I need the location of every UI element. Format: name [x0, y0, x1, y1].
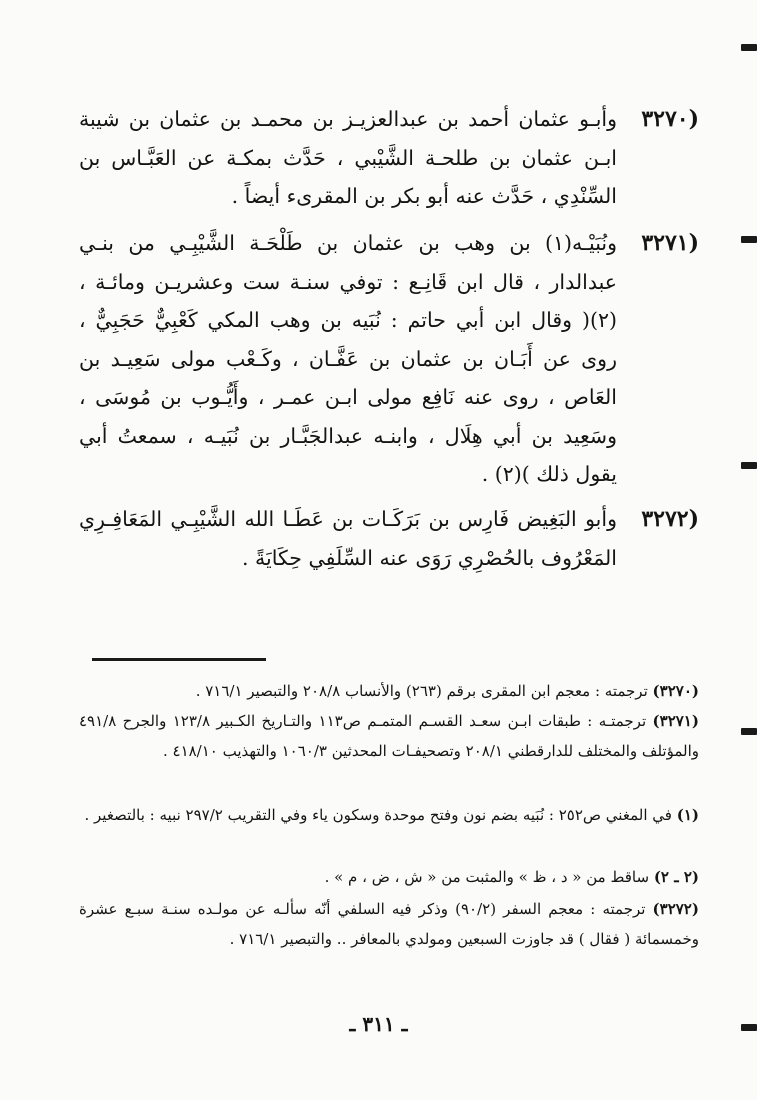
footnote-text: في المغني ص٢٥٢ : نُبَيه بضم نون وفتح موحدة وسكون ياء وفي التقريب ٢٩٧/٢ نبيه : بالتصغير . [84, 806, 672, 824]
footnote-separator [92, 658, 266, 661]
scan-edge-mark [741, 1024, 757, 1031]
entry-text: وأبـو عثمان أحمد بن عبدالعزيـز بن محمـد بن عثمان بن شيبة ابـن عثمان بن طلحـة الشَّيْبي ، حَدَّث بمكـة عن العَبَّـاس بن السِّنْدِي ، حَدَّث عنه أبو بكر بن المقرىء أيضاً . [79, 107, 617, 208]
footnote-text: ترجمتـه : طبقات ابـن سعـد القسـم المتمـم ص١١٣ والتـاريخ الكـبير ١٢٣/٨ والجرح ٤٩١/٨ والمؤتلف والمختلف للدارقطني ٢٠٨/١ وتصحيفـات المحدثين ١٠٦٠/٣ والتهذيب ٤١٨/١٠ . [79, 712, 699, 760]
scan-edge-mark [741, 728, 757, 735]
footnote-number: (١) [676, 806, 699, 824]
scan-edge-mark [741, 236, 757, 243]
footnote-3270 [79, 676, 699, 706]
entry-3271 [79, 224, 699, 494]
entry-text: وأبو البَغِيض فَارِس بن بَرَكَـات بن عَطَـا الله الشَّيْبِـي المَعَافِـرِي المَعْرُوف بالحُصْرِي رَوَى عنه السِّلَفِي حِكَايَةً . [79, 507, 617, 570]
entry-number: (٣٢٧١ [641, 230, 699, 256]
entry-number: (٣٢٧٠ [641, 106, 699, 132]
scan-edge-mark [741, 462, 757, 469]
footnote-number: (٢ ـ ٢) [653, 868, 699, 886]
footnote-number: (٣٢٧١) [652, 712, 699, 730]
footnote-3271 [79, 706, 699, 766]
footnote-number: (٣٢٧٠) [652, 682, 699, 700]
footnote-1 [79, 800, 699, 830]
footnote-text: ترجمته : معجم ابن المقرى برقم (٢٦٣) والأنساب ٢٠٨/٨ والتبصير ٧١٦/١ . [195, 682, 648, 700]
footnote-text: ترجمته : معجم السفر (٩٠/٢) وذكر فيه السلفي أنّه سألـه عن مولـده سنـة سبـع عشرة وخمسمائة ( فقال ) قد جاوزت السبعين ومولدي بالمعافر .. والتبصير ٧١٦/١ . [79, 900, 699, 948]
entry-3272 [79, 500, 699, 577]
entry-text: ونُبَيْـه(١) بن وهب بن عثمان بن طَلْحَـة الشَّيْبِـي من بنـي عبدالدار ، قال ابن قَانِـع : توفي سنـة ست وعشريـن ومائـة ، (٢)( وقال ابن أبي حاتم : نُبَيه بن وهب المكي كَعْبِيٌّ حَجَبِيٌّ ، روى عن أَبَـان بن عثمان بن عَفَّـان ، وكَـعْب مولى سَعِيـد بن العَاص ، روى عنه نَافِع مولى ابـن عمـر ، وأَيُّـوب بن مُوسَى ، وسَعِيد بن أبي هِلَال ، وابنـه عبدالجَبَّـار بن نُبَيـه ، سمعتُ أبي يقول ذلك )(٢) . [79, 231, 617, 486]
footnote-text: ساقط من « د ، ظ » والمثبت من « ش ، ض ، م » . [324, 868, 650, 886]
scan-edge-mark [741, 44, 757, 51]
footnote-3272 [79, 894, 699, 954]
page-number: ـ ٣١١ ـ [349, 1012, 408, 1036]
entry-3270 [79, 100, 699, 216]
footnote-2-2 [79, 862, 699, 892]
entry-number: (٣٢٧٢ [641, 506, 699, 532]
footnote-number: (٣٢٧٢) [652, 900, 699, 918]
